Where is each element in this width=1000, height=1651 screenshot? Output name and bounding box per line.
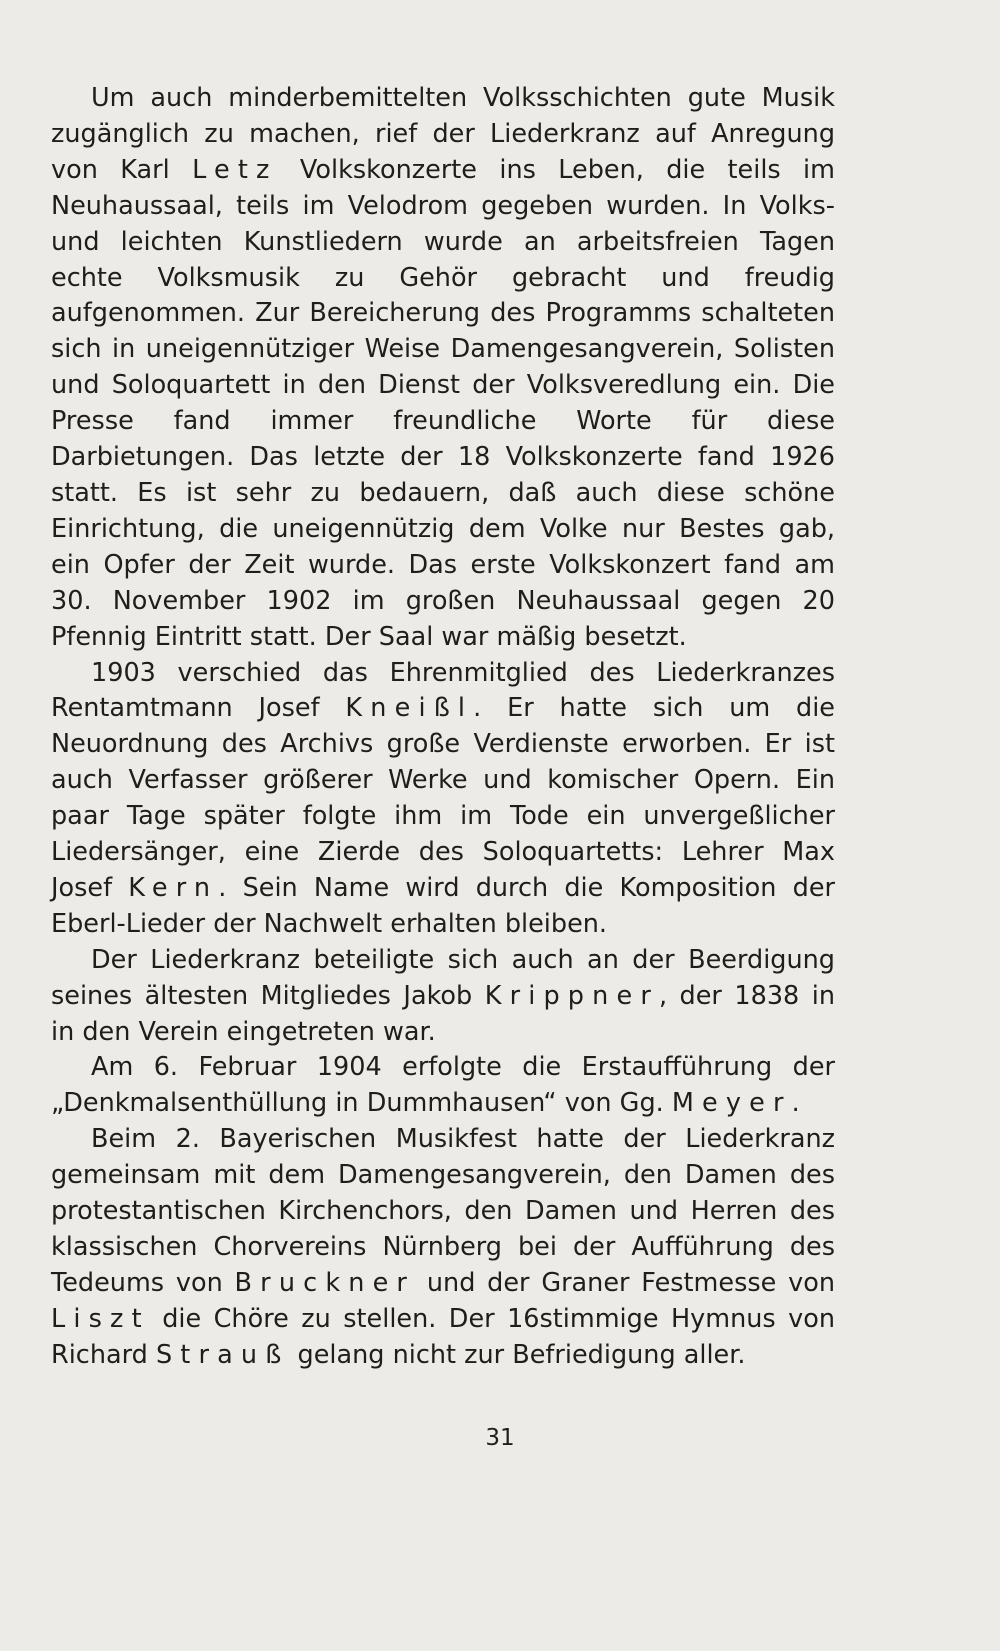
text-run: .: [791, 1088, 800, 1119]
body-text: [51, 81, 835, 1374]
paragraph: [51, 81, 835, 656]
spaced-name: Strauß: [155, 1339, 290, 1370]
spaced-name: Meyer: [671, 1088, 792, 1119]
paragraph: [51, 656, 835, 943]
text-run: gelang nicht zur Befriedigung aller.: [289, 1339, 746, 1370]
spaced-name: Letz: [192, 154, 278, 185]
paragraph: [51, 943, 835, 1051]
text-run: die Chöre zu stellen. Der 16stimmige Hymnus von Richard: [51, 1303, 835, 1370]
spaced-name: Liszt: [51, 1303, 150, 1334]
spaced-name: Kneißl: [345, 693, 474, 724]
text-run: Beim 2. Bayerischen Musikfest hatte der Liederkranz gemeinsam mit dem Damengesangverein, den Damen des protestantischen Kirchenchors, den Damen und Herren des klassischen Chorvereins Nürnberg bei der Aufführung des Tedeums von: [51, 1124, 835, 1298]
page-number: 31: [485, 1425, 515, 1451]
text-run: Der Liederkranz beteiligte sich auch an der Beerdigung seines ältesten Mitgliedes Jakob: [51, 944, 835, 1011]
paragraph: [51, 1122, 835, 1373]
text-run: , der 1838 in in den Verein eingetreten war.: [51, 980, 835, 1047]
paragraph: [51, 1050, 835, 1122]
text-run: . Er hatte sich um die Neuordnung des Archivs große Verdienste erworben. Er ist auch Verfasser größerer Werke und komischer Opern. Ein paar Tage später folgte ihm im Tode ein unvergeßlicher Liedersänger, eine Zierde des Soloquartetts: Lehrer Max Josef: [51, 693, 835, 903]
text-run: Um auch minderbemittelten Volksschichten gute Musik zugänglich zu machen, rief der Liederkranz auf Anregung von Karl: [51, 83, 835, 185]
text-run: und der Graner Festmesse von: [415, 1267, 835, 1298]
text-run: Volkskonzerte ins Leben, die teils im Neuhaussaal, teils im Velodrom gegeben wurden. In Volks- und leichten Kunstliedern wurde an arbeitsfreien Tagen echte Volksmusik zu Gehör gebracht und freudig aufgenommen. Zur Bereicherung des Programms schalteten sich in uneigennütziger Weise Damengesangverein, Solisten und Soloquartett in den Dienst der Volksveredlung ein. Die Presse fand immer freundliche Worte für diese Darbietungen. Das letzte der 18 Volkskonzerte fand 1926 statt. Es ist sehr zu bedauern, daß auch diese schöne Einrichtung, die uneigennützig dem Volke nur Bestes gab, ein Opfer der Zeit wurde. Das erste Volkskonzert fand am 30. November 1902 im großen Neuhaussaal gegen 20 Pfennig Eintritt statt. Der Saal war mäßig besetzt.: [51, 154, 835, 652]
text-run: Am 6. Februar 1904 erfolgte die Erstaufführung der „Denkmalsenthüllung in Dummhausen“ von Gg.: [51, 1052, 835, 1119]
spaced-name: Krippner: [484, 980, 659, 1011]
text-run: 1903 verschied das Ehrenmitglied des Liederkranzes Rentamtmann Josef: [51, 657, 835, 724]
spaced-name: Kern: [128, 872, 219, 903]
spaced-name: Bruckner: [234, 1267, 416, 1298]
text-run: . Sein Name wird durch die Komposition der Eberl-Lieder der Nachwelt erhalten bleiben.: [51, 872, 835, 939]
